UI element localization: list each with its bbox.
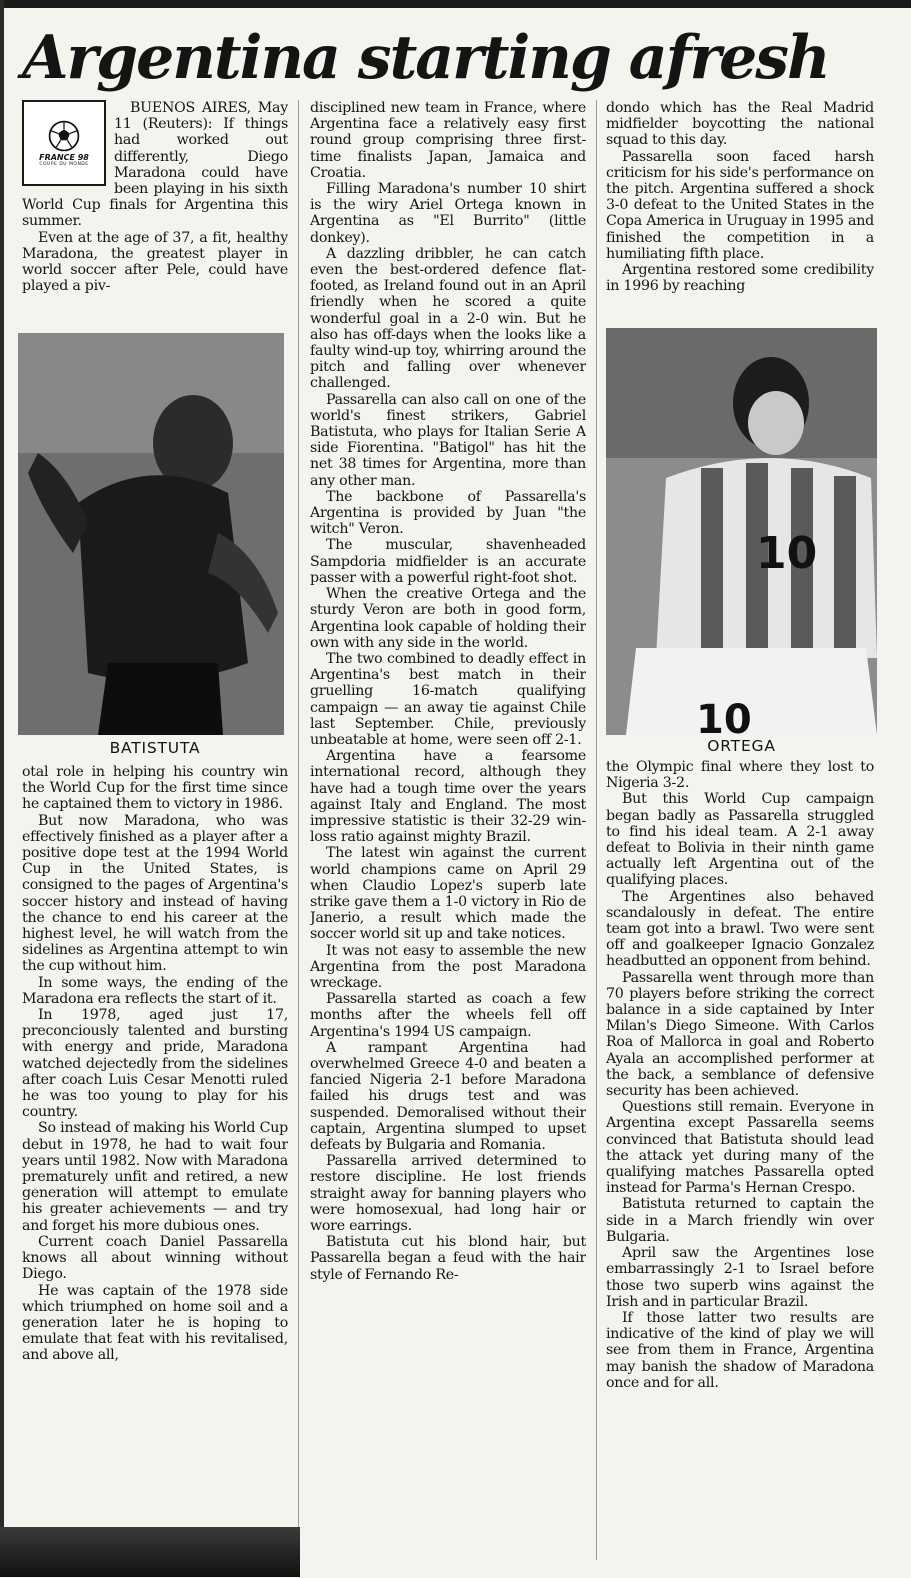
- column-a-top: [22, 100, 288, 340]
- paragraph: A rampant Argentina had overwhelmed Greece 4-0 and beaten a fancied Nigeria 2-1 before Maradona failed his drugs test and was suspended. Demoralised without their captain, Argentina slumped to upset defeats by Bulgaria and Romania.: [310, 1039, 586, 1153]
- paragraph: It was not easy to assemble the new Argentina from the post Maradona wreckage.: [310, 942, 586, 991]
- paragraph: disciplined new team in France, where Argentina face a relatively easy first round group comprising three first-time finalists Japan, Jamaica and Croatia.: [310, 100, 586, 181]
- paragraph: Current coach Daniel Passarella knows all about winning without Diego.: [22, 1233, 288, 1283]
- paragraph: Questions still remain. Everyone in Argentina except Passarella seems convinced that Batistuta should lead the attack yet during many of the qualifying matches Passarella opted instead for Parma's Hernan Crespo.: [606, 1099, 874, 1197]
- paragraph: The latest win against the current world champions came on April 29 when Claudio Lopez's superb late strike gave them a 1-0 victory in Rio de Janerio, a result which made the soccer world sit up and take notices.: [310, 845, 586, 943]
- paragraph: BUENOS AIRES, May 11 (Reuters): If things had worked out differently, Diego Maradona could have been playing in his sixth World Cup finals for Argentina this summer.: [22, 100, 288, 230]
- paragraph: Batistuta returned to captain the side in a March friendly win over Bulgaria.: [606, 1196, 874, 1245]
- paragraph: Even at the age of 37, a fit, healthy Maradona, the greatest player in world soccer after Pele, could have played a piv-: [22, 229, 288, 295]
- paragraph: Passarella can also call on one of the world's finest strikers, Gabriel Batistuta, who plays for Italian Serie A side Fiorentina. "Batigol" has hit the net 38 times for Argentina, more than any other man.: [310, 391, 586, 489]
- photo-caption-batistuta: BATISTUTA: [109, 739, 201, 757]
- column-divider: [596, 100, 597, 1560]
- column-b: [310, 100, 586, 1578]
- paragraph: A dazzling dribbler, he can catch even the best-ordered defence flat-footed, as Ireland found out in an April friendly when he scored a quite wonderful goal in a 2-0 win. But he also has off-days when the looks like a faulty wind-up toy, whirring around the pitch and falling over whenever challenged.: [310, 245, 586, 392]
- paragraph: The muscular, shavenheaded Sampdoria midfielder is an accurate passer with a powerful right-foot shot.: [310, 537, 586, 586]
- logo-title: FRANCE 98: [39, 152, 89, 162]
- headline: Argentina starting afresh: [22, 23, 829, 93]
- photo-caption-ortega: ORTEGA: [707, 737, 776, 755]
- paragraph: The backbone of Passarella's Argentina is provided by Juan "the witch" Veron.: [310, 488, 586, 538]
- paragraph: But this World Cup campaign began badly as Passarella struggled to find his ideal team. A 2-1 away defeat to Bolivia in their ninth game actually left Argentina out of the qualifying places.: [606, 791, 874, 889]
- column-divider: [298, 100, 299, 1560]
- paragraph: Passarella went through more than 70 players before striking the correct balance in a side captained by Inter Milan's Diego Simeone. With Carlos Roa of Mallorca in goal and Roberto Ayala an accomplished performer at the back, a semblance of defensive security has been achieved.: [606, 969, 874, 1100]
- paragraph: dondo which has the Real Madrid midfielder boycotting the national squad to this day.: [606, 100, 874, 149]
- paragraph: In 1978, aged just 17, preconciously talented and bursting with energy and pride, Maradona watched dejectedly from the sidelines after coach Luis Cesar Menotti ruled he was too young to play for his country.: [22, 1007, 288, 1121]
- ortega-photo: [606, 328, 877, 735]
- left-border: [0, 0, 4, 1577]
- paragraph: Filling Maradona's number 10 shirt is the wiry Ariel Ortega known in Argentina as "El Burrito" (little donkey).: [310, 181, 586, 246]
- column-c-bottom: [606, 759, 874, 1577]
- logo-subtitle: COUPE DU MONDE: [39, 161, 89, 167]
- paragraph: the Olympic final where they lost to Nigeria 3-2.: [606, 759, 874, 792]
- paragraph: The two combined to deadly effect in Argentina's best match in their gruelling 16-match qualifying campaign — an away tie against Chile last September. Chile, previously unbeatable at home, were seen off 2-1.: [310, 650, 586, 748]
- paragraph: otal role in helping his country win the World Cup for the first time since he captained them to victory in 1986.: [22, 764, 288, 813]
- bottom-photo-fragment: [0, 1527, 300, 1577]
- paragraph: April saw the Argentines lose embarrassingly 2-1 to Israel before those two superb wins against the Irish and in particular Brazil.: [606, 1245, 874, 1310]
- paragraph: In some ways, the ending of the Maradona era reflects the start of it.: [22, 974, 288, 1007]
- paragraph: If those latter two results are indicative of the kind of play we will see from them in France, Argentina may banish the shadow of Maradona once and for all.: [606, 1309, 874, 1391]
- top-border: [0, 0, 911, 8]
- paragraph: Passarella arrived determined to restore discipline. He lost friends straight away for banning players who were homosexual, had long hair or wore earrings.: [310, 1153, 586, 1235]
- paragraph: Argentina have a fearsome international record, although they have had a tough time over the years against Italy and England. The most impressive statistic is their 32-29 win-loss ratio against mighty Brazil.: [310, 748, 586, 846]
- paragraph: Batistuta cut his blond hair, but Passarella began a feud with the hair style of Fernando Re-: [310, 1234, 586, 1283]
- soccer-ball-icon: [47, 119, 81, 153]
- paragraph: So instead of making his World Cup debut in 1978, he had to wait four years until 1982. Now with Maradona prematurely unfit and retired, a new generation will attempt to emulate his greater achievements — and try and forget his more dubious ones.: [22, 1120, 288, 1234]
- paragraph: Passarella soon faced harsh criticism for his side's performance on the pitch. Argentina suffered a shock 3-0 defeat to the United States in the Copa America in Uruguay in 1995 and finished the competition in a humiliating fifth place.: [606, 148, 874, 262]
- paragraph: He was captain of the 1978 side which triumphed on home soil and a generation later he is hoping to emulate that feat with his revitalised, and above all,: [22, 1282, 288, 1364]
- column-c-top: [606, 100, 874, 322]
- paragraph: When the creative Ortega and the sturdy Veron are both in good form, Argentina look capable of holding their own with any side in the world.: [310, 586, 586, 651]
- batistuta-photo: [18, 333, 284, 735]
- column-a-bottom: [22, 764, 288, 1522]
- paragraph: Passarella started as coach a few months after the wheels fell off Argentina's 1994 US campaign.: [310, 991, 586, 1040]
- paragraph: Argentina restored some credibility in 1996 by reaching: [606, 262, 874, 295]
- shorts-number: 10: [696, 697, 752, 735]
- france-98-logo: [22, 100, 106, 186]
- paragraph: The Argentines also behaved scandalously in defeat. The entire team got into a brawl. Two were sent off and goalkeeper Ignacio Gonzalez headbutted an opponent from behind.: [606, 888, 874, 970]
- paragraph: But now Maradona, who was effectively finished as a player after a positive dope test at the 1994 World Cup in the United States, is consigned to the pages of Argentina's soccer history and instead of having the chance to end his career at the highest level, he will watch from the sidelines as Argentina attempt to win the cup without him.: [22, 812, 288, 975]
- shirt-number: 10: [756, 528, 818, 579]
